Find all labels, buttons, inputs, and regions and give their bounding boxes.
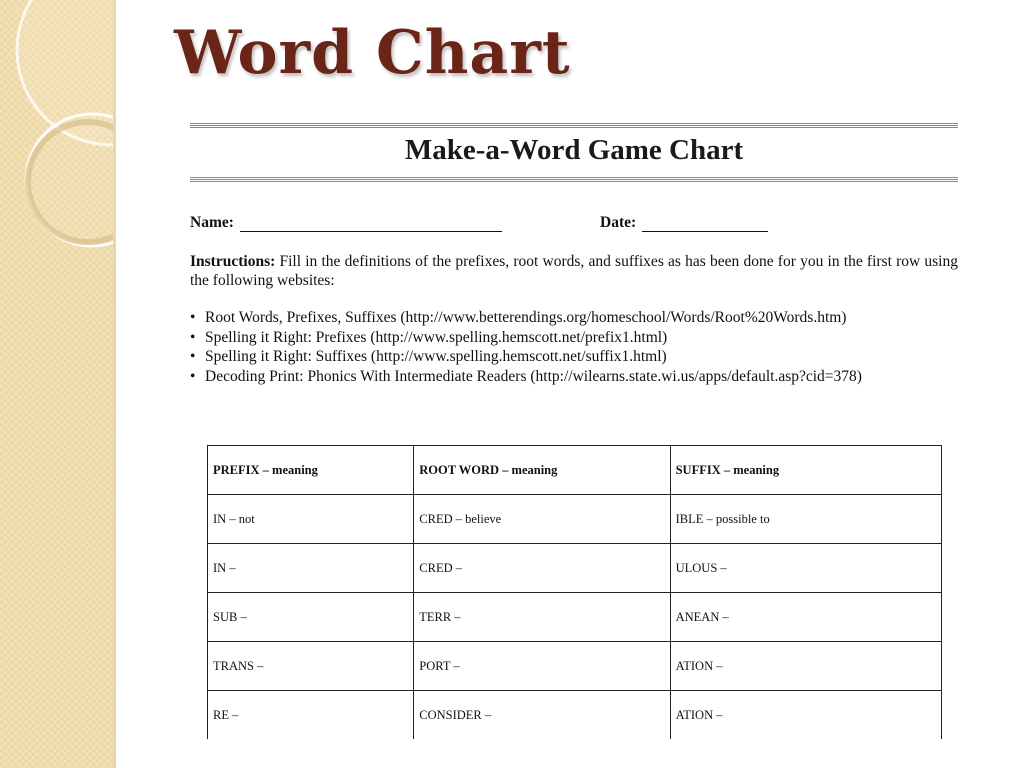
instructions-text: Fill in the definitions of the prefixes, root words, and suffixes as has been done for you in the first row using the following websites:	[190, 253, 958, 289]
bullet-icon: •	[190, 309, 196, 326]
instructions	[190, 252, 958, 290]
bullet-icon: •	[190, 367, 196, 385]
date-label: Date:	[600, 214, 637, 231]
root-cell: CRED –	[414, 544, 670, 593]
suffix-cell: ATION –	[670, 642, 941, 691]
table-row	[208, 691, 942, 740]
worksheet-heading: Make-a-Word Game Chart	[404, 134, 744, 166]
table-row	[208, 495, 942, 544]
bottom-rule	[190, 176, 958, 182]
header-root-word: ROOT WORD – meaning	[414, 446, 670, 495]
root-cell: PORT –	[414, 642, 670, 691]
slide-title: Word Chart	[174, 18, 571, 88]
suffix-cell: ANEAN –	[670, 593, 941, 642]
header-prefix: PREFIX – meaning	[208, 446, 414, 495]
name-date-row	[190, 214, 958, 232]
instructions-label: Instructions:	[190, 253, 276, 270]
suffix-cell: IBLE – possible to	[670, 495, 941, 544]
name-label: Name:	[190, 214, 234, 231]
root-cell: TERR –	[414, 593, 670, 642]
table-row	[208, 593, 942, 642]
worksheet	[190, 122, 958, 385]
decorative-circles	[0, 0, 113, 768]
list-item: • Spelling it Right: Suffixes (http://www.spelling.hemscott.net/suffix1.html)	[190, 348, 667, 365]
prefix-cell: IN –	[208, 544, 414, 593]
prefix-cell: TRANS –	[208, 642, 414, 691]
table-header-row	[208, 446, 942, 495]
bullet-icon: •	[190, 348, 196, 365]
prefix-cell: SUB –	[208, 593, 414, 642]
list-item: • Root Words, Prefixes, Suffixes (http://www.betterendings.org/homeschool/Words/Root%20Words.htm)	[190, 309, 847, 326]
name-blank-line	[240, 217, 502, 232]
root-cell: CONSIDER –	[414, 691, 670, 740]
root-cell: CRED – believe	[414, 495, 670, 544]
suffix-cell: ULOUS –	[670, 544, 941, 593]
prefix-cell: IN – not	[208, 495, 414, 544]
header-suffix: SUFFIX – meaning	[670, 446, 941, 495]
suffix-cell: ATION –	[670, 691, 941, 740]
bullet-icon: •	[190, 328, 196, 346]
date-blank-line	[642, 217, 768, 232]
prefix-cell: RE –	[208, 691, 414, 740]
decorative-side-band	[0, 0, 113, 768]
list-item: • Decoding Print: Phonics With Intermediate Readers (http://wilearns.state.wi.us/apps/default.asp?cid=378)	[190, 367, 862, 385]
word-parts-table	[207, 445, 942, 739]
side-band-edge	[113, 0, 116, 768]
website-list	[190, 308, 862, 386]
list-item: • Spelling it Right: Prefixes (http://www.spelling.hemscott.net/prefix1.html)	[190, 328, 668, 346]
table-row	[208, 544, 942, 593]
table-row	[208, 642, 942, 691]
